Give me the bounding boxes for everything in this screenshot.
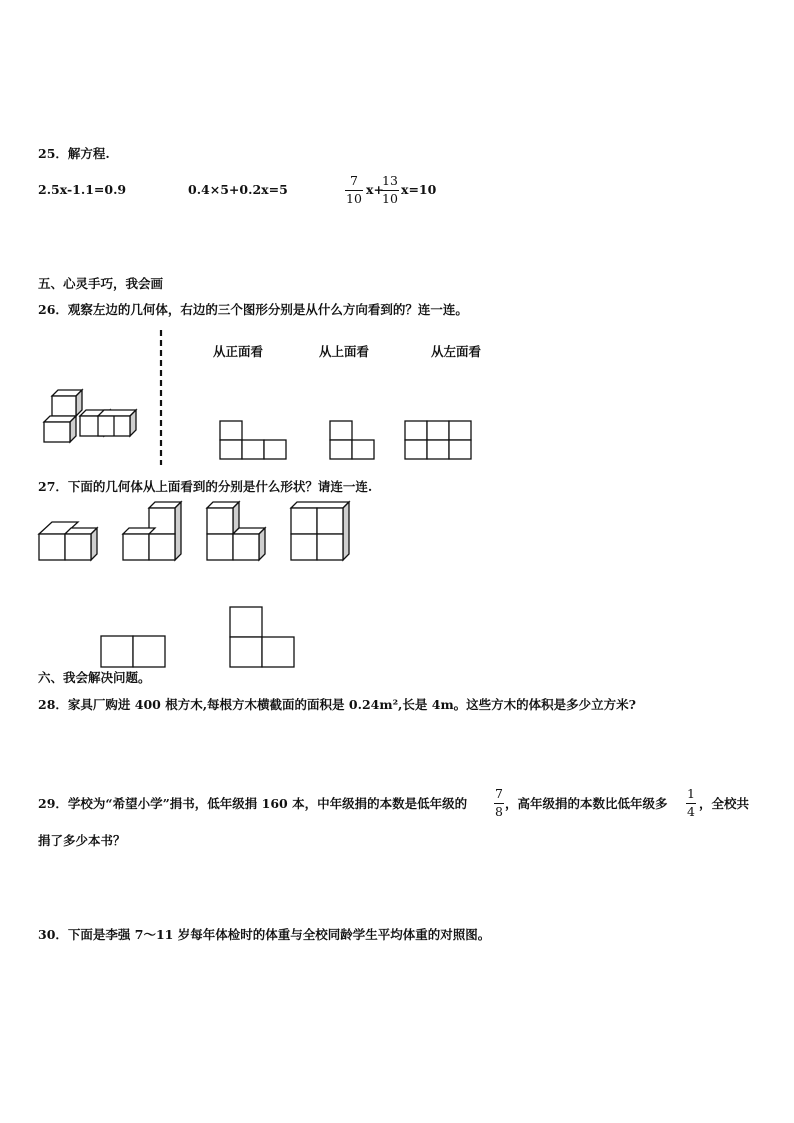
section-5-title: 五、心灵手巧，我会画 [38,276,164,291]
q25-equation-2: 0.4×5+0.2x=5 [188,182,288,197]
q26-label-top: 从上面看 [319,344,370,359]
q29-frac1-denominator: 8 [495,803,503,819]
q29-fraction-2 [686,788,696,818]
q29-fraction-1 [494,788,504,818]
q29-line-2: 捐了多少本书？ [38,833,126,848]
q27-top-view-1 [100,634,168,670]
q26-label-front: 从正面看 [213,344,264,359]
q27-solid-3 [206,500,272,564]
q26-solid-figure [38,380,148,450]
q25-eq3-end: x=10 [401,182,437,197]
q25-eq3-frac2-numerator: 13 [382,173,398,188]
q25-eq3-fraction-2 [381,175,399,205]
q29-text-part1: 29．学校为“希望小学”捐书，低年级捐 160 本，中年级捐的本数是低年级的 [38,796,468,811]
q27-solid-2 [122,500,188,564]
q25-eq3-frac1-denominator: 10 [346,190,362,206]
q27-solid-1 [38,518,104,564]
q25-eq3-frac2-denominator: 10 [382,190,398,206]
q25-equation-1: 2.5x-1.1=0.9 [38,182,127,197]
q25-title: 25．解方程. [38,146,110,161]
q29-frac2-numerator: 1 [687,786,695,801]
q26-dashed-divider [158,330,164,470]
q29-frac1-numerator: 7 [495,786,503,801]
q29-frac2-denominator: 4 [687,803,695,819]
q29-text-part3: ，全校共 [699,796,750,811]
q25-eq3-frac1-numerator: 7 [349,173,358,188]
q30-title: 30．下面是李强 7～11 岁每年体检时的体重与全校同龄学生平均体重的对照图。 [38,927,491,942]
q29-text-part2: ，高年级捐的本数比低年级多 [505,796,668,811]
q26-title: 26．观察左边的几何体，右边的三个图形分别是从什么方向看到的？连一连。 [38,302,468,317]
q28-title: 28．家具厂购进 400 根方木,每根方木横截面的面积是 0.24m²,长是 4m。这些方木的体积是多少立方米? [38,697,636,712]
q26-view-shape-1 [219,420,289,462]
q26-view-shape-3 [404,420,476,462]
q27-title: 27．下面的几何体从上面看到的分别是什么形状？请连一连. [38,479,373,494]
q27-top-view-2 [228,606,296,670]
q26-label-left: 从左面看 [431,344,482,359]
q26-view-shape-2 [329,420,377,462]
section-6-title: 六、我会解决问题。 [38,670,151,685]
q25-eq3-fraction-1 [345,175,363,205]
q25-eq3-middle: x+ [366,182,384,197]
q27-solid-4 [290,500,356,564]
